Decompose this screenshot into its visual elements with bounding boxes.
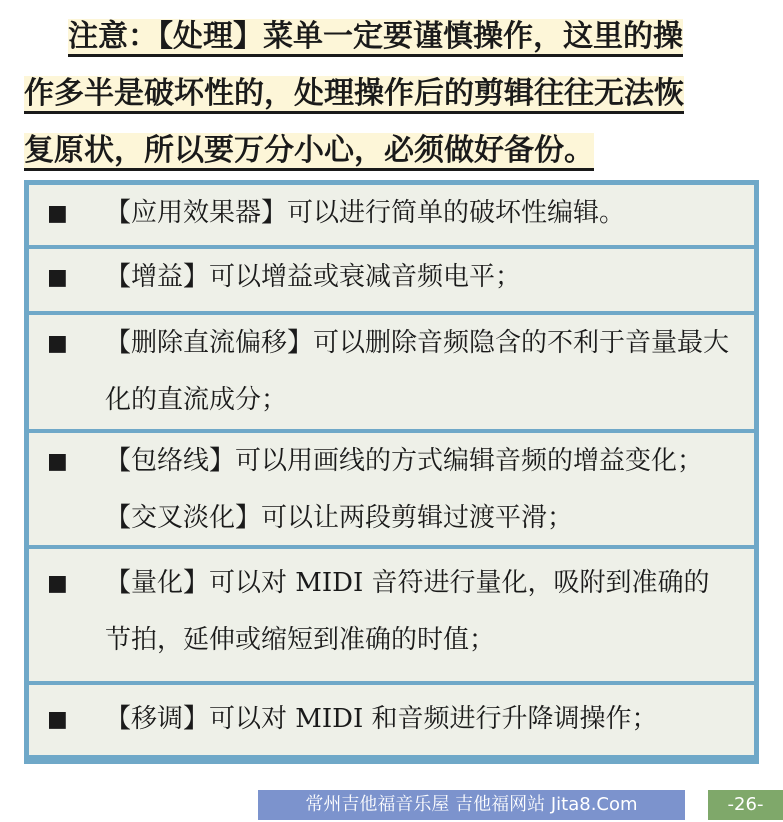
list-item-text: 【应用效果器】可以进行简单的破坏性编辑。 xyxy=(105,198,626,228)
list-item xyxy=(29,315,754,429)
square-bullet-icon: ■ xyxy=(47,707,68,732)
list-item-text: 【移调】可以对 MIDI 和音频进行升降调操作； xyxy=(105,704,658,734)
list-item xyxy=(29,685,754,755)
note-line-2: 作多半是破坏性的，处理操作后的剪辑往往无法恢 xyxy=(24,76,684,114)
note-line-3: 复原状，所以要万分小心，必须做好备份。 xyxy=(24,133,594,171)
square-bullet-icon: ■ xyxy=(47,571,68,596)
square-bullet-icon: ■ xyxy=(47,331,68,356)
footer-site-banner: 常州吉他福音乐屋 吉他福网站 Jita8.Com xyxy=(258,790,685,820)
page-number: -26- xyxy=(708,790,783,820)
menu-items-panel xyxy=(24,180,759,764)
square-bullet-icon: ■ xyxy=(47,449,68,474)
list-item xyxy=(29,185,754,245)
list-item-text: 【包络线】可以用画线的方式编辑音频的增益变化；【交叉淡化】可以让两段剪辑过渡平滑； xyxy=(105,446,704,533)
note-line-1: 注意：【处理】菜单一定要谨慎操作，这里的操 xyxy=(68,19,683,57)
square-bullet-icon: ■ xyxy=(47,265,68,290)
list-item-text: 【量化】可以对 MIDI 音符进行量化，吸附到准确的节拍，延伸或缩短到准确的时值； xyxy=(105,568,710,655)
square-bullet-icon: ■ xyxy=(47,201,68,226)
list-item xyxy=(29,549,754,681)
list-item-text: 【增益】可以增益或衰减音频电平； xyxy=(105,262,522,292)
list-item-text: 【删除直流偏移】可以删除音频隐含的不利于音量最大化的直流成分； xyxy=(105,328,730,415)
list-item xyxy=(29,249,754,311)
list-item xyxy=(29,433,754,545)
note-paragraph xyxy=(24,8,759,179)
